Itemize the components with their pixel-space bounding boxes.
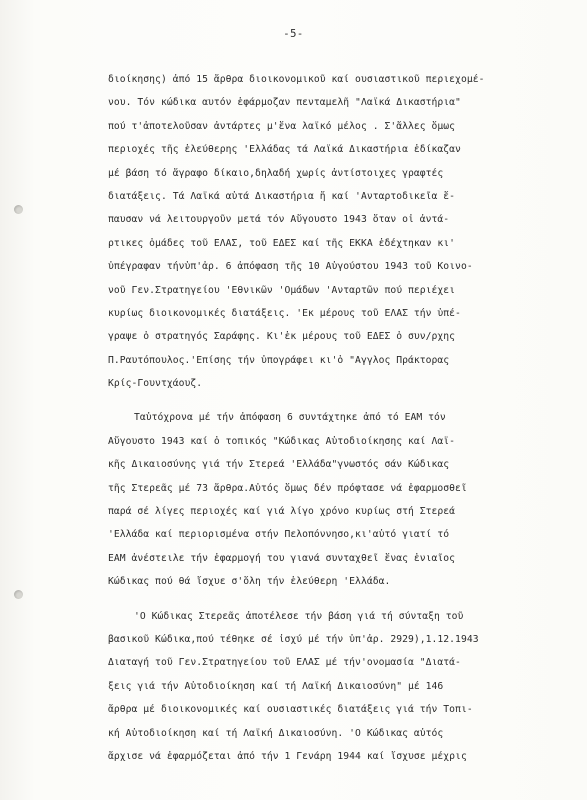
text-line: περιοχές τῆς ἐλεύθερης 'Ελλάδας τά Λαϊκά Δικαστήρια ἐδίκαζαν: [108, 144, 461, 156]
text-line: νου. Τόν κώδικα αυτόν ἐφάρμοζαν πενταμελῆ "Λαϊκά Δικαστήρια": [108, 97, 461, 109]
text-line: Κώδικας πού θά ἴσχυε σ'ὅλη τήν ἐλεύθερη 'Ελλάδα.: [108, 576, 391, 588]
text-line: 'Ο Κώδικας Στερεᾶς ἀποτέλεσε τήν βάση γιά τή σύνταξη τοῦ: [134, 610, 464, 622]
punch-hole: [14, 590, 23, 599]
body-text: [108, 68, 563, 768]
text-line: ἄρχισε νά ἐφαρμόζεται ἀπό τήν 1 Γενάρη 1944 καί ἴσχυσε μέχρις: [108, 750, 467, 762]
text-line: νοῦ Γεν.Στρατηγείου 'Εθνικῶν 'Ομάδων 'Ανταρτῶν πού περιέχει: [108, 284, 456, 296]
text-line: ἄρθρα μέ διοικονομικές καί ουσιαστικές διατάξεις γιά τήν Τοπι-: [108, 704, 473, 716]
text-line: Ταὐτόχρονα μέ τήν ἀπόφαση 6 συντάχτηκε ἀπό τό ΕΑΜ τόν: [134, 412, 446, 424]
text-line: τῆς Στερεᾶς μέ 73 ἄρθρα.Αὐτός ὅμως δέν πρόφτασε νά ἐφαρμοσθεῖ: [108, 482, 467, 494]
text-line: ρτικες ὁμάδες τοῦ ΕΛΑΣ, τοῦ ΕΔΕΣ καί τῆς ΕΚΚΑ ἐδέχτηκαν κι': [108, 237, 456, 249]
text-line: πού τ'ἀποτελοῦσαν ἀντάρτες μ'ἕνα λαϊκό μέλος . Σ'ἄλλες ὅμως: [108, 120, 456, 132]
text-line: γραψε ὁ στρατηγός Σαράφης. Κι'ἐκ μέρους τοῦ ΕΔΕΣ ὁ συν/ρχης: [108, 331, 456, 343]
text-line: ΕΑΜ ἀνέστειλε τήν ἐφαρμογή του γιανά συνταχθεῖ ἕνας ἑνιαῖος: [108, 552, 456, 564]
text-line: ὑπέγραφαν τήνὑπ'ἀρ. 6 ἀπόφαση τῆς 10 Αὐγούστου 1943 τοῦ Κοινο-: [108, 261, 473, 273]
text-line: διοίκησης) ἀπό 15 ἄρθρα διοικονομικοῦ καί ουσιαστικοῦ περιεχομέ-: [108, 74, 485, 85]
text-line: ξεις γιά τήν Αὐτοδιοίκηση καί τή Λαϊκή Δικαιοσύνη" μέ 146: [108, 680, 444, 692]
punch-hole: [14, 205, 23, 214]
text-line: 'Ελλάδα καί περιορισμένα στήν Πελοπόννησο,κι'αὐτό γιατί τό: [108, 529, 450, 541]
text-line: κῆς Δικαιοσύνης γιά τήν Στερεά 'Ελλάδα"γνωστός σάν Κώδικας: [108, 459, 450, 471]
text-line: διατάξεις. Τά Λαϊκά αὐτά Δικαστήρια ἤ καί 'Ανταρτοδικεῖα ἔ-: [108, 190, 456, 202]
text-line: Κρίς-Γουντχάουζ.: [108, 378, 203, 390]
text-line: Διαταγή τοῦ Γεν.Στρατηγείου τοῦ ΕΛΑΣ μέ τήν'ονομασία "Διατά-: [108, 657, 461, 669]
page-number: -5-: [283, 28, 304, 40]
paragraph-gap: [108, 594, 563, 605]
paragraph-gap: [108, 395, 563, 406]
text-line: Αὔγουστο 1943 καί ὁ τοπικός "Κώδικας Αὐτοδιοίκησης καί Λαϊ-: [108, 435, 456, 447]
text-line: παρά σέ λίγες περιοχές καί γιά λίγο χρόνο κυρίως στή Στερεά: [108, 506, 456, 518]
text-line: Π.Ραυτόπουλος.'Επίσης τήν ὑπογράφει κι'ὁ "Αγγλος Πράκτορας: [108, 354, 450, 366]
text-line: κυρίως διοικονομικές διατάξεις. 'Εκ μέρους τοῦ ΕΛΑΣ τήν ὑπέ-: [108, 307, 461, 319]
text-line: παυσαν νά λειτουργοῦν μετά τόν Αὔγουστο 1943 ὅταν οἱ ἀντά-: [108, 214, 450, 226]
text-line: μέ βάση τό ἄγραφο δίκαιο,δηλαδή χωρίς ἀντίστοιχες γραφτές: [108, 167, 444, 179]
text-line: βασικοῦ Κώδικα,πού τέθηκε σέ ἰσχύ μέ τήν ὑπ'ἀρ. 2929),1.12.1943: [108, 633, 479, 645]
text-line: κή Αὐτοδιοίκηση καί τή Λαϊκή Δικαιοσύνη. 'Ο Κώδικας αὐτός: [108, 727, 444, 739]
